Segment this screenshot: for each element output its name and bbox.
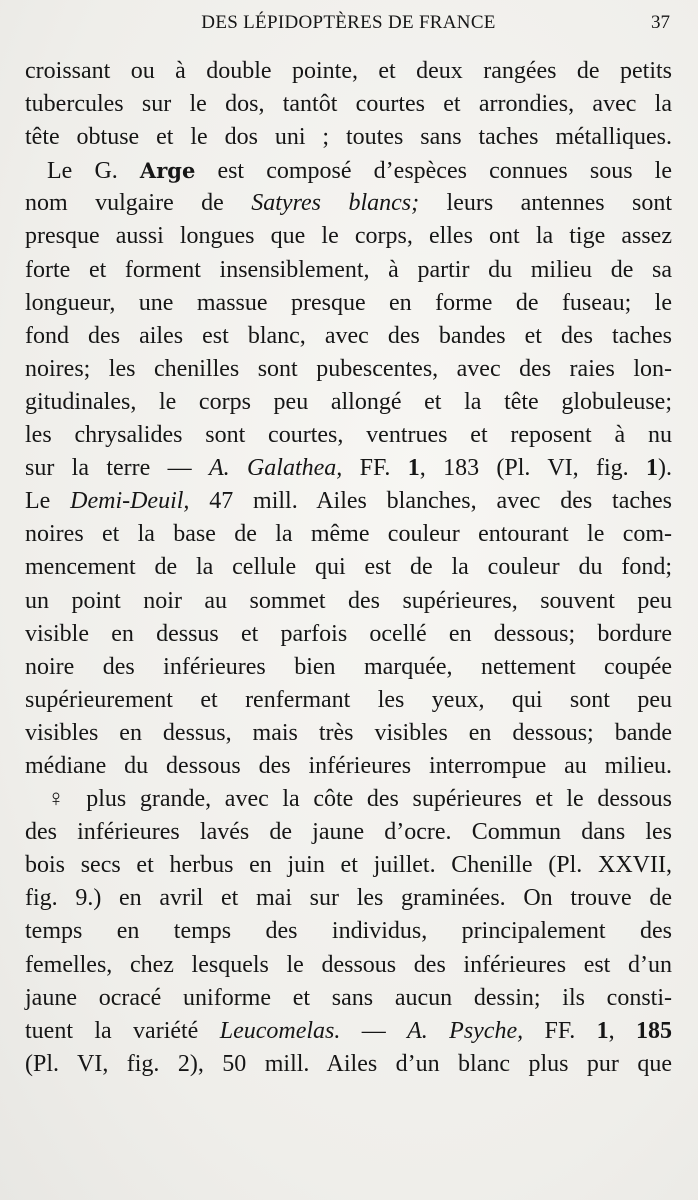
text-segment: un point noir au sommet des supérieures, souvent peu (25, 587, 672, 614)
bold-text: 185 (636, 1017, 673, 1044)
text-segment: des inférieures lavés de jaune d’ocre. Commun dans les (25, 819, 672, 846)
italic-text: Demi-Deuil, (70, 488, 190, 515)
text-line (25, 684, 672, 717)
text-line (25, 1048, 672, 1081)
bold-text: 1 (596, 1017, 609, 1044)
italic-text: Leucomelas. (219, 1017, 341, 1044)
text-segment: Le (25, 488, 71, 515)
text-segment: , (608, 1017, 637, 1044)
text-segment: noires et la base de la même couleur entourant le com- (25, 521, 672, 548)
text-line (25, 618, 672, 651)
bold-text: 1 (646, 455, 659, 482)
text-segment: nom vulgaire de (25, 190, 252, 217)
text-line (25, 717, 672, 750)
text-segment: FF. (342, 455, 408, 482)
text-segment: femelles, chez lesquels le dessous des inférieures est d’un (25, 951, 672, 978)
text-line (25, 849, 672, 882)
text-segment: visible en dessus et parfois ocellé en dessous; bordure (25, 620, 672, 647)
text-segment: fond des ailes est blanc, avec des bandes et des taches (25, 322, 672, 349)
text-segment: bois secs et herbus en juin et juillet. Chenille (Pl. XXVII, (25, 852, 672, 879)
text-line (25, 882, 672, 915)
text-line (25, 783, 672, 816)
bold-text: Arge (139, 158, 196, 184)
text-segment: tête obtuse et le dos uni ; toutes sans taches métalliques. (25, 124, 672, 151)
text-line (25, 121, 672, 154)
text-line (25, 1015, 672, 1048)
text-line (25, 585, 672, 618)
text-line (25, 816, 672, 849)
text-line (25, 88, 672, 121)
text-line (25, 320, 672, 353)
text-segment: Le G. (47, 158, 140, 185)
text-segment: jaune ocracé uniforme et sans aucun dessin; ils consti- (25, 984, 672, 1011)
italic-text: A. Psyche, (407, 1017, 524, 1044)
page-number: 37 (651, 12, 670, 33)
text-segment: sur la terre — (25, 455, 209, 482)
text-segment: presque aussi longues que le corps, elles ont la tige assez (25, 223, 672, 250)
text-segment: noires; les chenilles sont pubescentes, avec des raies lon- (25, 355, 672, 382)
text-line (25, 518, 672, 551)
text-segment: tubercules sur le dos, tantôt courtes et arrondies, avec la (25, 91, 672, 118)
text-segment: longueur, une massue presque en forme de fuseau; le (25, 289, 672, 316)
italic-text: A. Galathea, (208, 455, 343, 482)
text-line (25, 551, 672, 584)
text-line (25, 982, 672, 1015)
text-line (25, 353, 672, 386)
text-segment: ). (658, 455, 673, 482)
italic-text: Satyres blancs; (251, 190, 420, 217)
text-segment: temps en temps des individus, principalement des (25, 918, 672, 945)
page-header (25, 12, 672, 42)
text-segment: gitudinales, le corps peu allongé et la tête globuleuse; (25, 388, 672, 415)
text-line (25, 419, 672, 452)
text-line (25, 154, 672, 187)
text-line (25, 949, 672, 982)
text-segment: les chrysalides sont courtes, ventrues et reposent à nu (25, 422, 672, 449)
text-segment: — (340, 1017, 408, 1044)
text-segment: noire des inférieures bien marquée, nettement coupée (25, 653, 672, 680)
bold-text: 1 (407, 455, 420, 482)
text-line (25, 452, 672, 485)
text-line (25, 651, 672, 684)
text-segment: tuent la variété (25, 1017, 220, 1044)
text-line (25, 254, 672, 287)
text-segment: visibles en dessus, mais très visibles en dessous; bande (25, 719, 672, 746)
text-segment: forte et forment insensiblement, à partir du milieu de sa (25, 256, 672, 283)
text-line (25, 220, 672, 253)
text-segment: , 183 (Pl. VI, fig. (419, 455, 647, 482)
text-line (25, 485, 672, 518)
text-line (25, 750, 672, 783)
text-line (25, 55, 672, 88)
text-line (25, 287, 672, 320)
body-text (25, 55, 672, 1081)
text-segment: est composé d’espèces connues sous le (195, 158, 672, 185)
text-segment: FF. (523, 1017, 597, 1044)
text-segment: mencement de la cellule qui est de la couleur du fond; (25, 554, 672, 581)
text-segment: supérieurement et renfermant les yeux, qui sont peu (25, 686, 672, 713)
text-line (25, 187, 672, 220)
text-line (25, 915, 672, 948)
text-segment: croissant ou à double pointe, et deux rangées de petits (25, 58, 672, 84)
text-segment: ♀ plus grande, avec la côte des supérieures et le dessous (47, 786, 672, 813)
text-segment: fig. 9.) en avril et mai sur les graminées. On trouve de (25, 885, 672, 912)
text-segment: 47 mill. Ailes blanches, avec des taches (189, 488, 672, 515)
text-line (25, 386, 672, 419)
running-title: DES LÉPIDOPTÈRES DE FRANCE (201, 12, 496, 33)
text-segment: leurs antennes sont (419, 190, 673, 217)
text-segment: médiane du dessous des inférieures interrompue au milieu. (25, 752, 672, 779)
text-segment: (Pl. VI, fig. 2), 50 mill. Ailes d’un blanc plus pur que (25, 1050, 672, 1077)
